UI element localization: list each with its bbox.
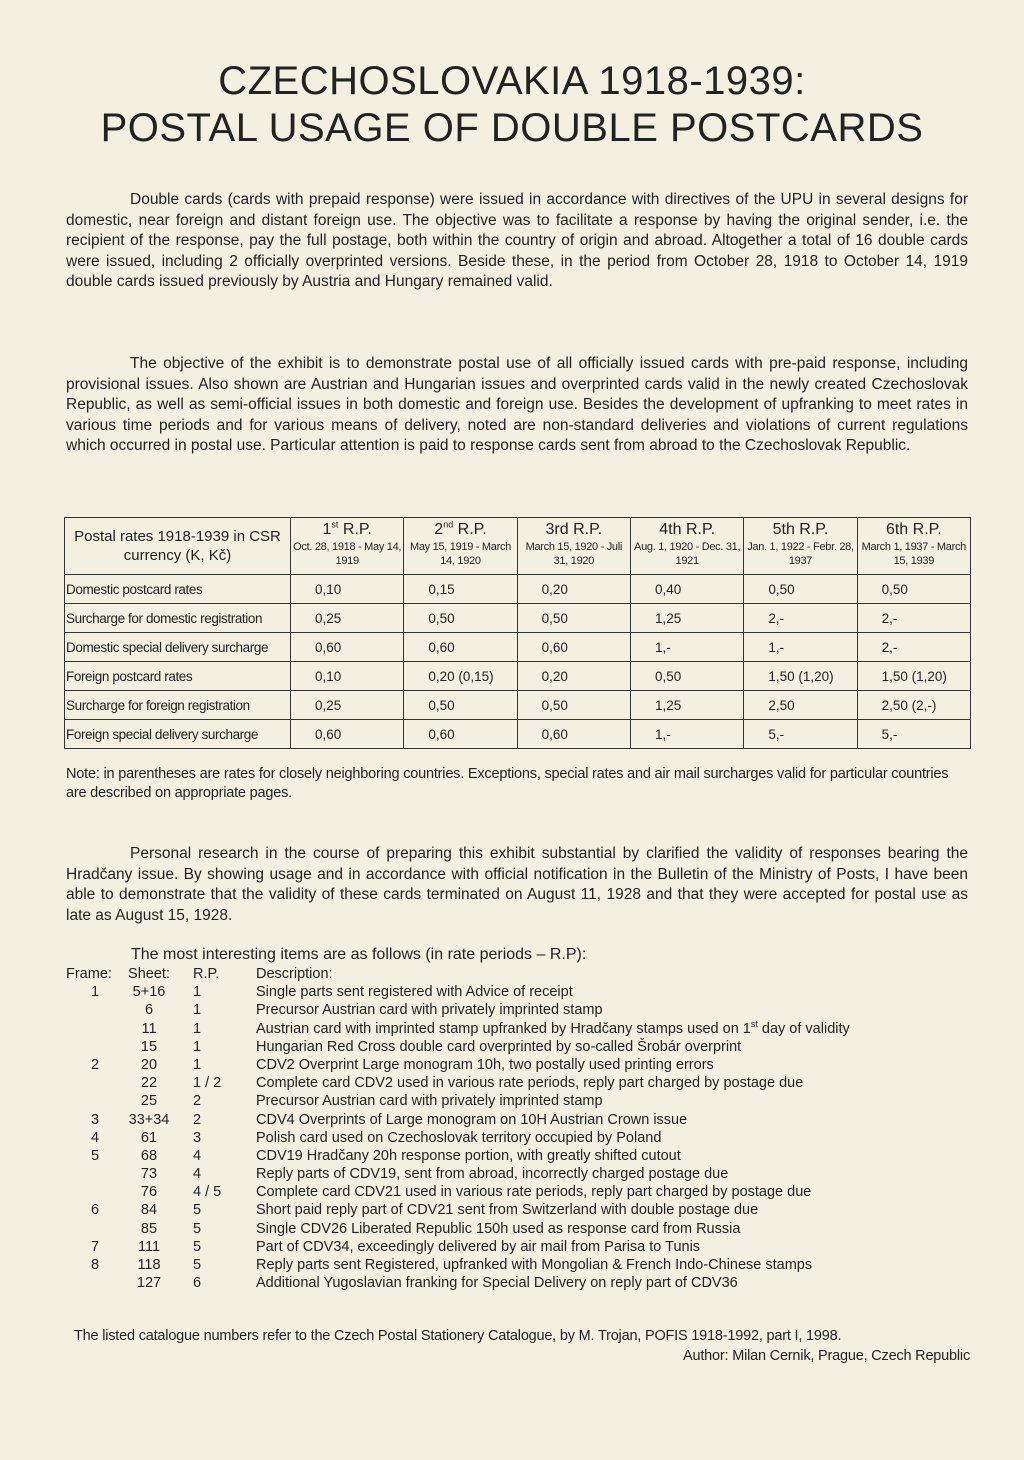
- rate-cell: 5,-: [744, 720, 857, 749]
- item-sheet: 6: [144, 1002, 154, 1019]
- item-row: [66, 1020, 970, 1038]
- postal-rates-table: [64, 517, 971, 749]
- rate-row-label: Domestic postcard rates: [65, 575, 291, 604]
- rate-cell: 0,60: [517, 720, 630, 749]
- rate-cell: 0,25: [291, 691, 404, 720]
- item-rate-period: 5: [193, 1238, 202, 1255]
- item-rate-period: 1: [193, 984, 202, 1001]
- rate-cell: 0,15: [404, 575, 517, 604]
- item-frame: 6: [90, 1202, 100, 1219]
- rate-cell: 0,60: [404, 633, 517, 662]
- item-rate-period: 5: [193, 1202, 202, 1219]
- item-sheet: 127: [136, 1275, 162, 1292]
- rate-cell: 1,50 (1,20): [744, 662, 857, 691]
- item-rate-period: 1: [193, 1002, 202, 1019]
- description-column-header: Description:: [256, 966, 333, 982]
- item-description: Complete card CDV21 used in various rate periods, reply part charged by postage due: [256, 1184, 812, 1201]
- research-paragraph: Personal research in the course of preparing this exhibit substantial by clarified the validity of responses bearing the Hradčany issue. By showing usage and in accordance with official notification in the Bulletin of the Ministry of Posts, I have been able to demonstrate that the validity of these cards terminated on August 11, 1928 and that they were accepted for postal use as late as August 15, 1928.: [66, 845, 968, 924]
- rate-cell: 0,20: [517, 575, 630, 604]
- rate-cell: 1,25: [630, 691, 743, 720]
- rates-row: [65, 720, 971, 749]
- item-sheet: 33+34: [128, 1111, 170, 1128]
- item-description: Precursor Austrian card with privately imprinted stamp: [256, 1093, 603, 1110]
- page-title-line1: CZECHOSLOVAKIA 1918-1939:: [218, 59, 806, 103]
- rate-cell: 0,25: [291, 604, 404, 633]
- item-row: [66, 1183, 970, 1201]
- rate-cell: 0,50: [630, 662, 743, 691]
- item-row: [66, 1274, 970, 1292]
- item-frame: 4: [90, 1129, 100, 1146]
- rate-cell: 0,50: [857, 575, 970, 604]
- rate-cell: 0,20: [517, 662, 630, 691]
- rate-period-header: 6th R.P. March 1, 1937 - March 15, 1939: [857, 518, 970, 575]
- item-row: [66, 983, 970, 1001]
- rate-row-label: Surcharge for domestic registration: [65, 604, 291, 633]
- rate-row-label: Foreign special delivery surcharge: [65, 720, 291, 749]
- item-frame: 1: [90, 984, 100, 1001]
- item-row: [66, 1001, 970, 1019]
- item-rate-period: 1 / 2: [193, 1075, 222, 1092]
- item-sheet: 15: [140, 1038, 158, 1055]
- rates-row: [65, 633, 971, 662]
- rate-period-header: 5th R.P. Jan. 1, 1922 - Febr. 28, 1937: [744, 518, 857, 575]
- item-description: CDV19 Hradčany 20h response portion, with greatly shifted cutout: [256, 1147, 681, 1164]
- rate-cell: 2,-: [857, 633, 970, 662]
- rate-cell: 0,50: [404, 604, 517, 633]
- item-rate-period: 4: [193, 1147, 202, 1164]
- sheet-column-header: Sheet:: [128, 966, 170, 982]
- rate-cell: 1,-: [630, 720, 743, 749]
- item-rate-period: 1: [193, 1056, 202, 1073]
- item-rate-period: 2: [193, 1093, 202, 1110]
- item-frame: 8: [90, 1257, 100, 1273]
- item-description: Reply parts sent Registered, upfranked with Mongolian & French Indo-Chinese stamps: [256, 1257, 813, 1273]
- item-row: [66, 1256, 970, 1274]
- rate-cell: 0,60: [404, 720, 517, 749]
- rate-cell: 0,50: [517, 604, 630, 633]
- item-sheet: 61: [140, 1129, 158, 1146]
- catalogue-reference: The listed catalogue numbers refer to the Czech Postal Stationery Catalogue, by M. Trojan, POFIS 1918-1992, part I, 1998.: [74, 1328, 842, 1344]
- item-rate-period: 1: [193, 1038, 202, 1055]
- item-frame: 2: [90, 1056, 100, 1073]
- rate-cell: 1,-: [744, 633, 857, 662]
- item-row: [66, 1111, 970, 1129]
- item-frame: 3: [90, 1111, 100, 1128]
- rate-period-header: 4th R.P. Aug. 1, 1920 - Dec. 31, 1921: [630, 518, 743, 575]
- item-rate-period: 4 / 5: [193, 1184, 222, 1201]
- rates-row: [65, 691, 971, 720]
- rate-period-header: 3rd R.P. March 15, 1920 - Juli 31, 1920: [517, 518, 630, 575]
- item-sheet: 5+16: [132, 984, 166, 1001]
- item-description: Part of CDV34, exceedingly delivered by air mail from Parisa to Tunis: [256, 1238, 701, 1255]
- item-rate-period: 1: [193, 1020, 202, 1037]
- items-header-row: [66, 965, 970, 983]
- item-rate-period: 4: [193, 1166, 202, 1183]
- item-sheet: 68: [140, 1147, 158, 1164]
- rate-cell: 2,50: [744, 691, 857, 720]
- rates-row: [65, 662, 971, 691]
- rate-cell: 5,-: [857, 720, 970, 749]
- item-row: [66, 1220, 970, 1238]
- item-frame: 7: [90, 1238, 100, 1255]
- rates-corner-label: Postal rates 1918-1939 in CSR currency (K, Kč): [65, 518, 291, 575]
- item-rate-period: 2: [193, 1111, 202, 1128]
- rate-cell: 0,10: [291, 575, 404, 604]
- rates-header-row: [65, 518, 971, 575]
- item-description: Complete card CDV2 used in various rate periods, reply part charged by postage due: [256, 1075, 804, 1092]
- item-description: Polish card used on Czechoslovak territory occupied by Poland: [256, 1129, 662, 1146]
- item-row: [66, 1129, 970, 1147]
- rates-note: Note: in parentheses are rates for closely neighboring countries. Exceptions, special rates and air mail surcharges valid for particular countries are described on appropriate pages.: [66, 766, 949, 801]
- item-sheet: 76: [140, 1184, 158, 1201]
- rate-period-header: 2nd R.P. May 15, 1919 - March 14, 1920: [404, 518, 517, 575]
- items-list: [66, 965, 970, 1292]
- item-rate-period: 3: [193, 1129, 202, 1146]
- items-intro: The most interesting items are as follows (in rate periods – R.P):: [131, 946, 587, 963]
- item-row: [66, 1092, 970, 1110]
- intro-paragraph: Double cards (cards with prepaid response) were issued in accordance with directives of the UPU in several designs for domestic, near foreign and distant foreign use. The objective was to facilitate a response by having the original sender, i.e. the recipient of the response, pay the full postage, both within the country of origin and abroad. Altogether a total of 16 double cards were issued, including 2 officially overprinted versions. Beside these, in the period from October 28, 1918 to October 14, 1919 double cards issued previously by Austria and Hungary remained valid.: [66, 191, 968, 290]
- item-sheet: 20: [140, 1056, 158, 1073]
- item-sheet: 25: [140, 1093, 158, 1110]
- item-row: [66, 1201, 970, 1219]
- item-sheet: 118: [137, 1257, 161, 1273]
- objective-paragraph: The objective of the exhibit is to demonstrate postal use of all officially issued cards with pre-paid response, including provisional issues. Also shown are Austrian and Hungarian issues and overprinted cards valid in the newly created Czechoslovak Republic, as well as semi-official issues in both domestic and foreign use. Besides the development of upfranking to meet rates in various time periods and for various means of delivery, noted are non-standard deliveries and violations of current regulations which occurred in postal use. Particular attention is paid to response cards sent from abroad to the Czechoslovak Republic.: [66, 355, 968, 454]
- item-row: [66, 1238, 970, 1256]
- rate-period-header: 1st R.P. Oct. 28, 1918 - May 14, 1919: [291, 518, 404, 575]
- item-row: [66, 1074, 970, 1092]
- author-credit: Author: Milan Cernik, Prague, Czech Republic: [683, 1348, 970, 1364]
- item-sheet: 11: [141, 1020, 157, 1037]
- item-description: Additional Yugoslavian franking for Special Delivery on reply part of CDV36: [256, 1275, 738, 1292]
- rate-cell: 1,-: [630, 633, 743, 662]
- rate-cell: 0,20 (0,15): [404, 662, 517, 691]
- item-sheet: 84: [140, 1202, 158, 1219]
- rate-cell: 0,40: [630, 575, 743, 604]
- item-row: [66, 1165, 970, 1183]
- rate-row-label: Domestic special delivery surcharge: [65, 633, 291, 662]
- item-frame: 5: [90, 1147, 100, 1164]
- item-sheet: 85: [140, 1220, 158, 1237]
- rate-cell: 0,50: [744, 575, 857, 604]
- item-description: Single CDV26 Liberated Republic 150h used as response card from Russia: [256, 1220, 741, 1237]
- item-description: Short paid reply part of CDV21 sent from Switzerland with double postage due: [256, 1202, 759, 1219]
- item-sheet: 73: [140, 1166, 158, 1183]
- frame-column-header: Frame:: [66, 966, 112, 982]
- rate-cell: 2,50 (2,-): [857, 691, 970, 720]
- rate-cell: 0,10: [291, 662, 404, 691]
- rate-row-label: Foreign postcard rates: [65, 662, 291, 691]
- item-description: Precursor Austrian card with privately imprinted stamp: [256, 1002, 603, 1019]
- item-rate-period: 5: [193, 1257, 202, 1273]
- item-sheet: 111: [137, 1238, 161, 1255]
- rate-cell: 0,60: [291, 720, 404, 749]
- item-description: Reply parts of CDV19, sent from abroad, incorrectly charged postage due: [256, 1166, 729, 1183]
- rate-row-label: Surcharge for foreign registration: [65, 691, 291, 720]
- rate-cell: 2,-: [744, 604, 857, 633]
- item-description: Austrian card with imprinted stamp upfranked by Hradčany stamps used on 1st day of validity: [256, 1018, 850, 1037]
- page-title-line2: POSTAL USAGE OF DOUBLE POSTCARDS: [100, 106, 924, 150]
- rate-cell: 1,25: [630, 604, 743, 633]
- rates-row: [65, 604, 971, 633]
- rates-row: [65, 575, 971, 604]
- rate-cell: 0,60: [291, 633, 404, 662]
- item-sheet: 22: [140, 1075, 158, 1092]
- rate-cell: 0,60: [517, 633, 630, 662]
- item-rate-period: 5: [193, 1220, 202, 1237]
- rate-cell: 1,50 (1,20): [857, 662, 970, 691]
- item-description: CDV2 Overprint Large monogram 10h, two postally used printing errors: [256, 1056, 714, 1073]
- rate-cell: 0,50: [517, 691, 630, 720]
- item-row: [66, 1056, 970, 1074]
- item-description: CDV4 Overprints of Large monogram on 10H Austrian Crown issue: [256, 1111, 688, 1128]
- rp-column-header: R.P.: [193, 966, 220, 982]
- rate-cell: 2,-: [857, 604, 970, 633]
- item-rate-period: 6: [193, 1275, 202, 1292]
- item-row: [66, 1147, 970, 1165]
- rate-cell: 0,50: [404, 691, 517, 720]
- item-row: [66, 1038, 970, 1056]
- item-description: Single parts sent registered with Advice of receipt: [256, 984, 573, 1001]
- item-description: Hungarian Red Cross double card overprinted by so-called Šrobár overprint: [256, 1038, 742, 1055]
